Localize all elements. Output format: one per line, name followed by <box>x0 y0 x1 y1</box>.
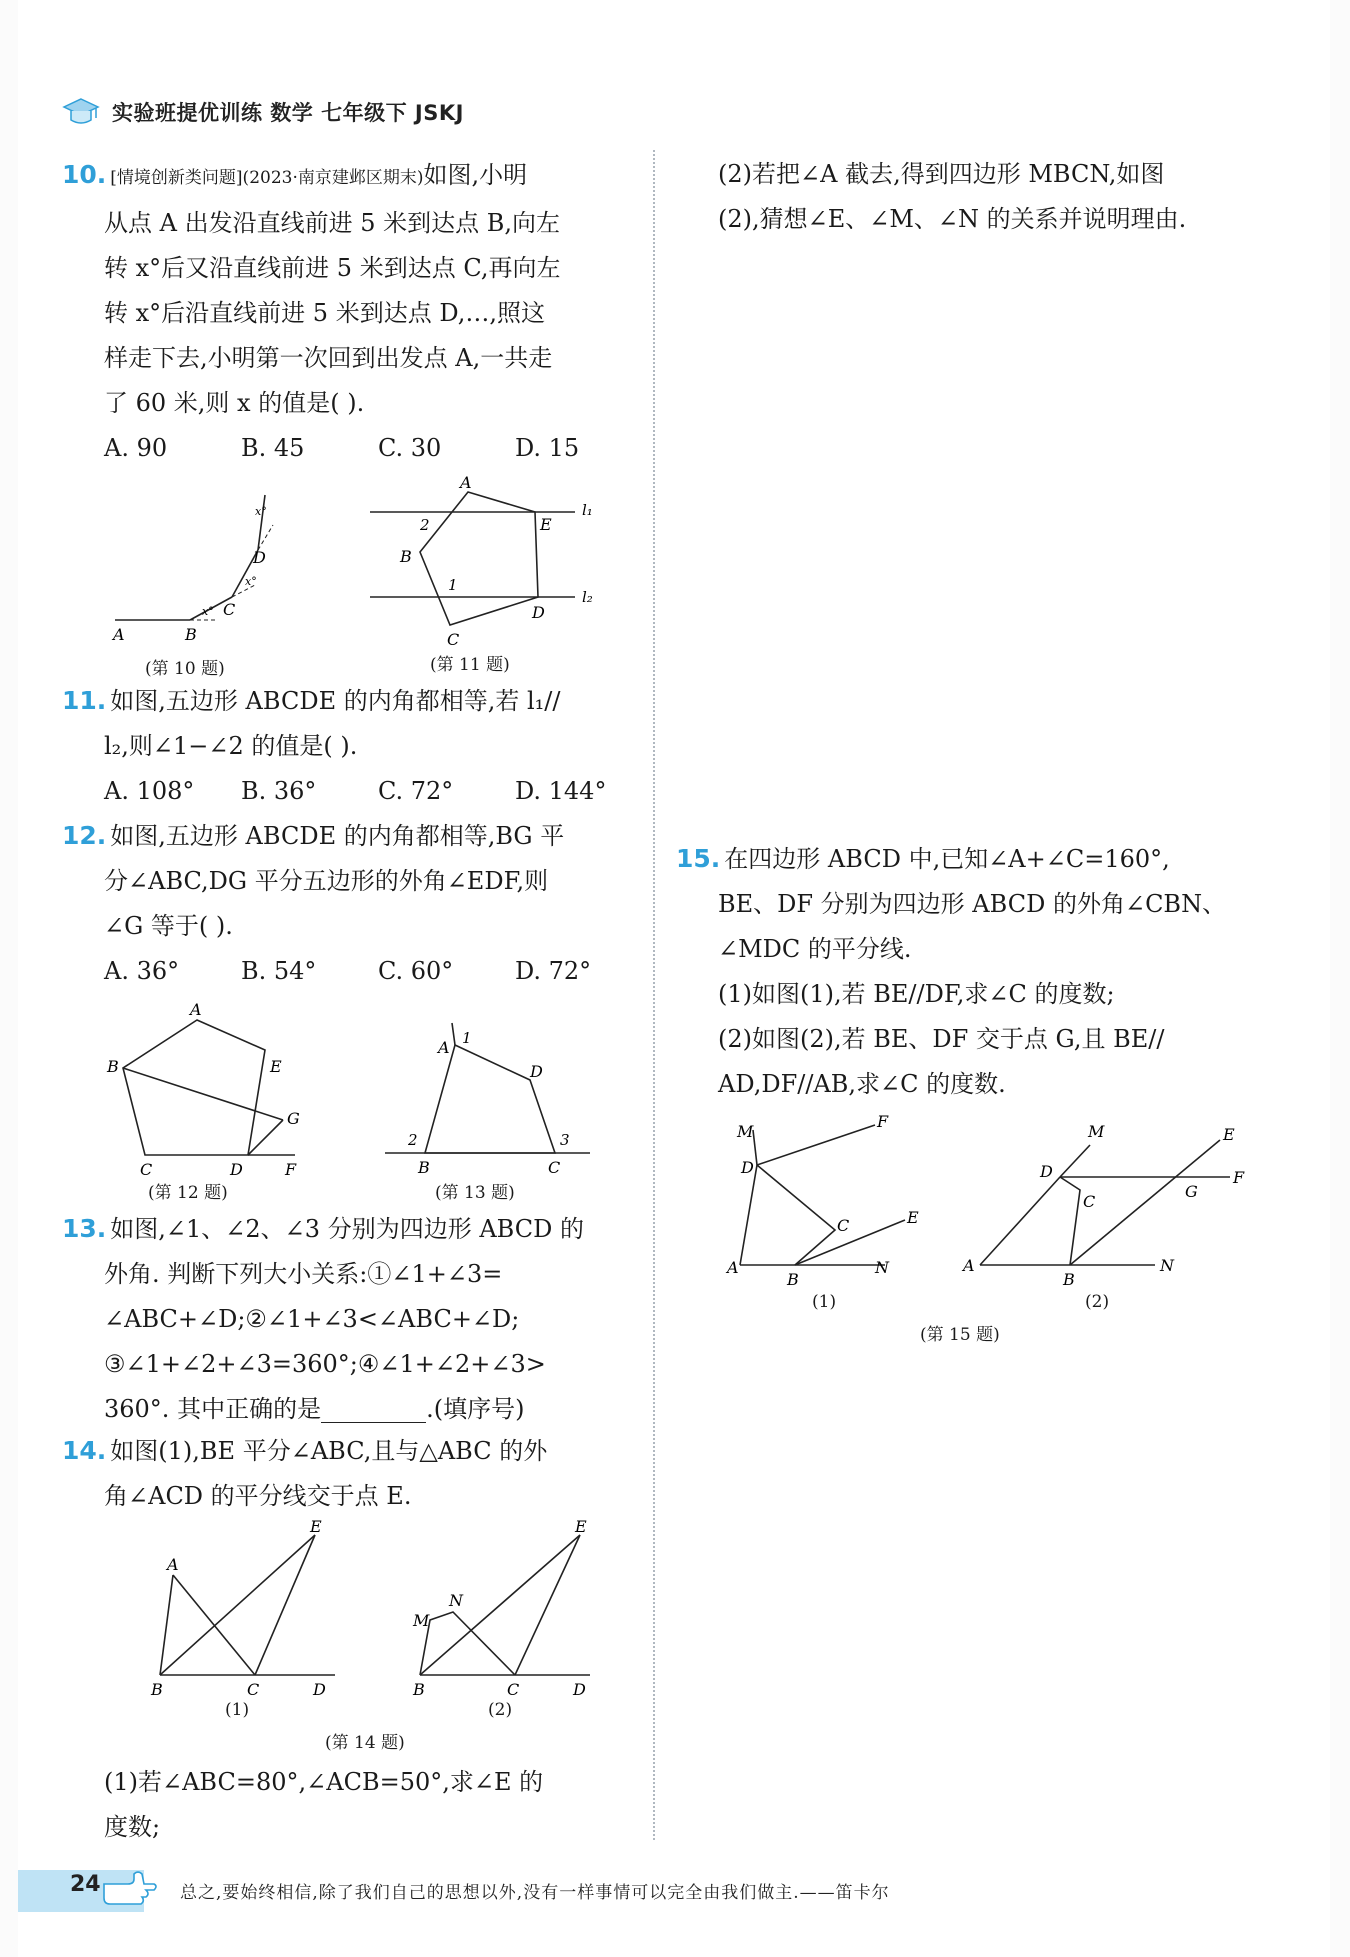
fig14-2-label-N: N <box>449 1591 463 1610</box>
fig14-1-label-B: B <box>151 1680 163 1699</box>
q12-text: 如图,五边形 ABCDE 的内角都相等,BG 平 <box>110 822 565 850</box>
q10-number: 10. <box>62 160 107 189</box>
question-10 <box>62 152 652 471</box>
q13-line-2: 外角. 判断下列大小关系:①∠1+∠3= <box>104 1260 503 1288</box>
fig15-1-label-M: M <box>737 1122 754 1141</box>
q15-number: 15. <box>676 844 721 873</box>
question-11 <box>62 678 652 814</box>
fig15-1-label-D: D <box>741 1158 754 1177</box>
q10-line-2: 从点 A 出发沿直线前进 5 米到达点 B,向左 <box>104 209 561 237</box>
fig12-label-D: D <box>230 1160 243 1179</box>
figure-13 <box>380 1015 600 1180</box>
q12-option-d[interactable]: D. 72° <box>515 957 592 985</box>
fig11-label-2: 2 <box>420 516 430 534</box>
figure-14-2 <box>405 1520 615 1705</box>
fig15-1-label-B: B <box>787 1270 799 1289</box>
page-number: 24 <box>70 1872 101 1897</box>
fig10-label-x1: x° <box>202 605 214 618</box>
fig14-1-label-C: C <box>247 1680 260 1699</box>
q11-number: 11. <box>62 686 107 715</box>
q15-line-4: (1)如图(1),若 BE//DF,求∠C 的度数; <box>718 980 1115 1008</box>
q10-option-a[interactable]: A. 90 <box>104 434 168 462</box>
fig15-2-label-F: F <box>1233 1168 1245 1187</box>
q13-text: 如图,∠1、∠2、∠3 分别为四边形 ABCD 的 <box>110 1215 584 1243</box>
fig14-1-label-E: E <box>310 1520 322 1536</box>
fig10-label-x3: x° <box>255 505 267 518</box>
q11-line-1 <box>62 678 652 724</box>
fig15-2-label-M: M <box>1088 1122 1105 1141</box>
q13-number: 13. <box>62 1214 107 1243</box>
fig14-2-label-C: C <box>507 1680 520 1699</box>
fig14-2-label-M: M <box>413 1611 430 1630</box>
q14-part2-line-2: (2),猜想∠E、∠M、∠N 的关系并说明理由. <box>718 205 1187 233</box>
figure-11 <box>360 470 610 650</box>
q12-line-1 <box>62 813 652 859</box>
fig12-label-B: B <box>107 1057 119 1076</box>
q14-line-1 <box>62 1428 652 1474</box>
figure-12-caption: (第 12 题) <box>148 1183 228 1203</box>
q11-text: 如图,五边形 ABCDE 的内角都相等,若 l₁// <box>110 687 561 715</box>
fig11-label-D: D <box>532 603 545 622</box>
fig15-2-label-N: N <box>1160 1256 1174 1275</box>
fig12-label-G: G <box>287 1109 300 1128</box>
fig12-label-A: A <box>190 1000 202 1019</box>
fig15-2-label-B: B <box>1063 1270 1075 1289</box>
figure-15-2 <box>955 1115 1255 1295</box>
column-divider <box>653 150 655 1840</box>
fig12-label-C: C <box>140 1160 153 1179</box>
q12-option-a[interactable]: A. 36° <box>104 957 180 985</box>
figure-12 <box>105 1000 315 1180</box>
q11-line-2: l₂,则∠1−∠2 的值是( ). <box>104 732 358 760</box>
q10-options <box>104 426 652 471</box>
q10-tag: [情境创新类问题](2023·南京建邺区期末) <box>110 168 424 188</box>
q14-part2-line-1: (2)若把∠A 截去,得到四边形 MBCN,如图 <box>718 160 1165 188</box>
figure-11-caption: (第 11 题) <box>430 655 510 675</box>
fig15-1-label-A: A <box>727 1258 739 1277</box>
q12-line-3: ∠G 等于( ). <box>104 912 233 940</box>
fig15-2-label-A: A <box>963 1256 975 1275</box>
figure-14-caption: (第 14 题) <box>325 1733 405 1753</box>
q13-line-1 <box>62 1206 652 1252</box>
fig15-1-label-F: F <box>877 1115 889 1131</box>
footer-quote: 总之,要始终相信,除了我们自己的思想以外,没有一样事情可以完全由我们做主.——笛卡尔 <box>180 1883 890 1903</box>
q15-line-3: ∠MDC 的平分线. <box>718 935 912 963</box>
fig15-1-label-C: C <box>837 1216 850 1235</box>
question-15 <box>676 836 1316 1107</box>
fig11-label-E: E <box>540 515 552 534</box>
q12-option-c[interactable]: C. 60° <box>378 957 454 985</box>
q10-line-4: 转 x°后沿直线前进 5 米到达点 D,…,照这 <box>104 299 545 327</box>
fig14-2-label-E: E <box>575 1520 587 1536</box>
fig11-label-l2: l₂ <box>582 588 593 606</box>
fig13-label-B: B <box>418 1158 430 1177</box>
fig13-label-D: D <box>530 1062 543 1081</box>
q13-line-4: ③∠1+∠2+∠3=360°;④∠1+∠2+∠3> <box>104 1350 546 1378</box>
q11-option-c[interactable]: C. 72° <box>378 777 454 805</box>
figure-15-1 <box>725 1115 945 1295</box>
q12-option-b[interactable]: B. 54° <box>241 957 317 985</box>
q13-line-3: ∠ABC+∠D;②∠1+∠3<∠ABC+∠D; <box>104 1305 520 1333</box>
q15-line-6: AD,DF//AB,求∠C 的度数. <box>718 1070 1006 1098</box>
fig11-label-B: B <box>400 547 412 566</box>
q12-options <box>104 949 652 994</box>
fig13-label-A: A <box>438 1038 450 1057</box>
q12-line-2: 分∠ABC,DG 平分五边形的外角∠EDF,则 <box>104 867 549 895</box>
fig12-label-F: F <box>285 1160 297 1179</box>
fig13-label-3: 3 <box>560 1131 570 1149</box>
q14-part1-line-1: (1)若∠ABC=80°,∠ACB=50°,求∠E 的 <box>104 1768 544 1796</box>
q11-option-b[interactable]: B. 36° <box>241 777 317 805</box>
question-12 <box>62 813 652 994</box>
fig10-label-B: B <box>185 625 197 644</box>
figure-14-1-caption: (1) <box>225 1700 250 1720</box>
figure-10 <box>105 485 305 645</box>
figure-14-1 <box>145 1520 345 1705</box>
q10-line-3: 转 x°后又沿直线前进 5 米到达点 C,再向左 <box>104 254 561 282</box>
q14-part-1 <box>104 1760 652 1850</box>
fig14-2-label-D: D <box>573 1680 586 1699</box>
fig15-1-label-N: N <box>875 1258 889 1277</box>
figure-15-2-caption: (2) <box>1085 1292 1110 1312</box>
pointing-hand-icon <box>98 1864 160 1914</box>
fig12-label-E: E <box>270 1057 282 1076</box>
q13-line-5 <box>104 1387 652 1432</box>
fig10-label-x2: x° <box>245 575 257 588</box>
figure-15-1-caption: (1) <box>812 1292 837 1312</box>
q14-number: 14. <box>62 1436 107 1465</box>
q15-text: 在四边形 ABCD 中,已知∠A+∠C=160°, <box>724 845 1170 873</box>
fig15-2-label-D: D <box>1040 1162 1053 1181</box>
q11-option-d[interactable]: D. 144° <box>515 777 607 805</box>
q13-last-prefix: 360°. 其中正确的是 <box>104 1395 322 1423</box>
fig11-label-1: 1 <box>448 576 458 594</box>
q10-option-b[interactable]: B. 45 <box>241 434 305 462</box>
q15-line-2: BE、DF 分别为四边形 ABCD 的外角∠CBN、 <box>718 890 1227 918</box>
q15-line-1 <box>676 836 1316 882</box>
q12-number: 12. <box>62 821 107 850</box>
header-title: 实验班提优训练 数学 七年级下 JSKJ <box>112 101 464 125</box>
question-13 <box>62 1206 652 1432</box>
fig15-1-label-E: E <box>907 1208 919 1227</box>
q13-answer-blank[interactable] <box>321 1398 426 1423</box>
q14-part-2 <box>718 152 1318 242</box>
figure-10-caption: (第 10 题) <box>145 659 225 679</box>
q10-line-6: 了 60 米,则 x 的值是( ). <box>104 389 365 417</box>
fig14-2-label-B: B <box>413 1680 425 1699</box>
fig15-2-label-G: G <box>1185 1182 1198 1201</box>
figure-14-2-caption: (2) <box>488 1700 513 1720</box>
fig15-2-label-E: E <box>1223 1125 1235 1144</box>
fig10-label-D: D <box>253 548 266 567</box>
page-header <box>62 92 464 132</box>
fig13-label-2: 2 <box>408 1131 418 1149</box>
graduation-cap-icon <box>62 96 100 128</box>
fig14-1-label-A: A <box>167 1555 179 1574</box>
q10-line-1 <box>62 152 652 201</box>
q13-last-suffix: .(填序号) <box>426 1395 525 1423</box>
q10-option-d[interactable]: D. 15 <box>515 434 580 462</box>
fig11-label-A: A <box>460 473 472 492</box>
q14-text: 如图(1),BE 平分∠ABC,且与△ABC 的外 <box>110 1437 548 1465</box>
fig11-label-C: C <box>447 630 460 649</box>
fig15-2-label-C: C <box>1083 1192 1096 1211</box>
fig11-label-l1: l₁ <box>582 501 593 519</box>
fig13-label-1: 1 <box>462 1029 472 1047</box>
fig10-label-C: C <box>223 600 236 619</box>
q10-line-5: 样走下去,小明第一次回到出发点 A,一共走 <box>104 344 553 372</box>
fig14-1-label-D: D <box>313 1680 326 1699</box>
figure-15-caption: (第 15 题) <box>920 1325 1000 1345</box>
q14-part1-line-2: 度数; <box>104 1813 161 1841</box>
question-14 <box>62 1428 652 1519</box>
q10-text: 如图,小明 <box>423 161 528 189</box>
figure-13-caption: (第 13 题) <box>435 1183 515 1203</box>
fig10-label-A: A <box>113 625 125 644</box>
q15-line-5: (2)如图(2),若 BE、DF 交于点 G,且 BE// <box>718 1025 1165 1053</box>
q14-line-2: 角∠ACD 的平分线交于点 E. <box>104 1482 412 1510</box>
q11-options <box>104 769 652 814</box>
q10-option-c[interactable]: C. 30 <box>378 434 442 462</box>
q11-option-a[interactable]: A. 108° <box>104 777 195 805</box>
fig13-label-C: C <box>548 1158 561 1177</box>
